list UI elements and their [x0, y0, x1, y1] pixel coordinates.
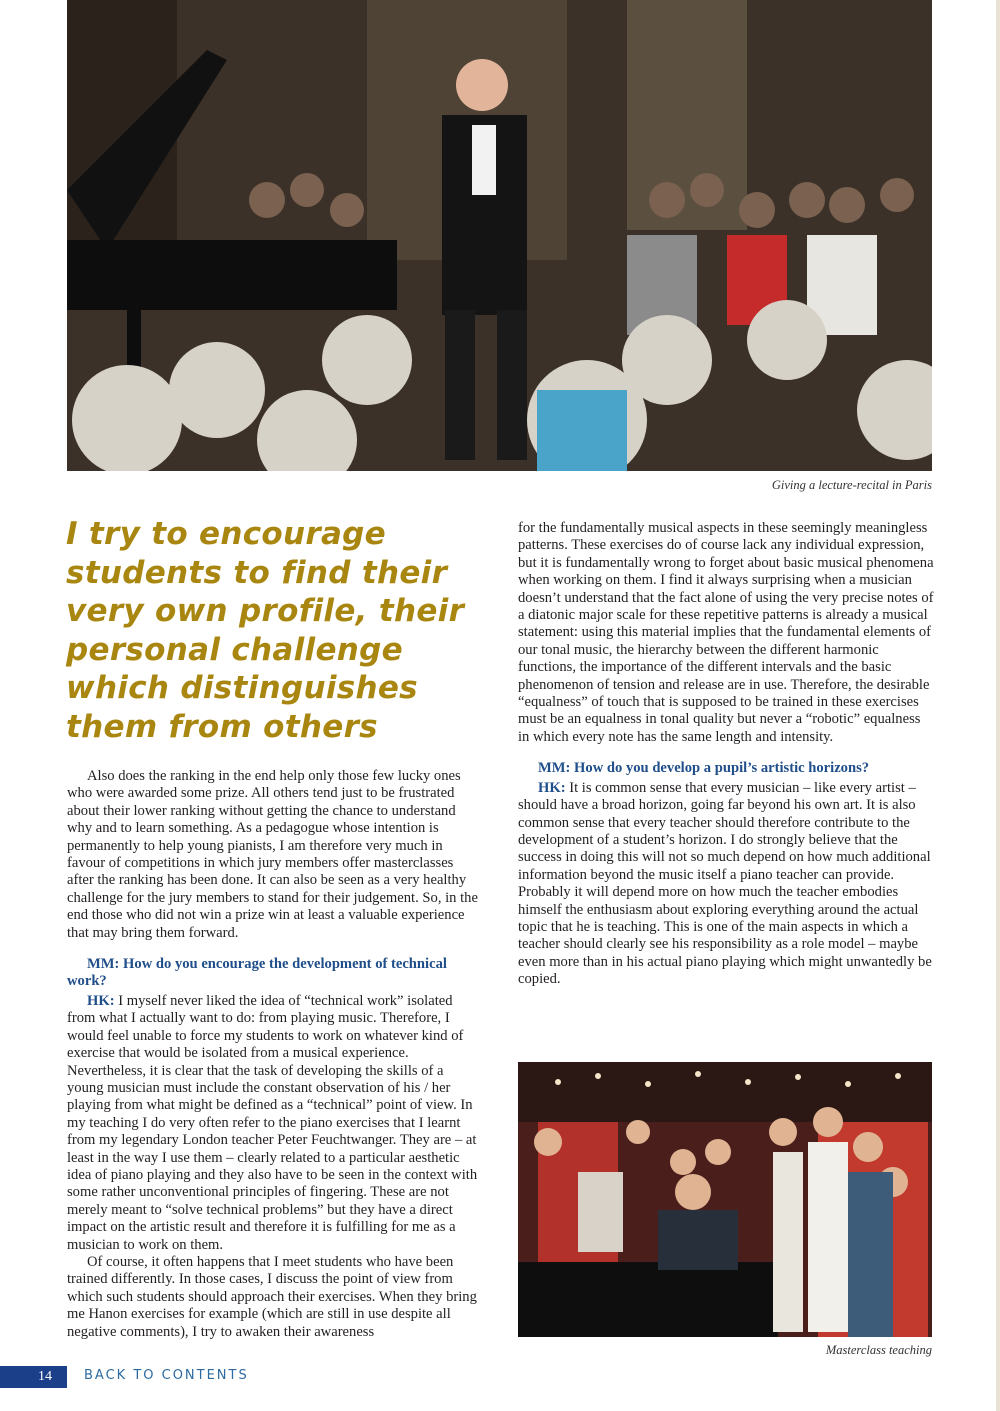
- body-paragraph: Of course, it often happens that I meet students who have been trained differently. In those cases, I discuss the point of view from which such students should approach their exercises. When they bring me Hanon exercises for example (which are still in use despite all negative comments), I try to awaken their awareness: [67, 1253, 477, 1340]
- top-photo-caption: Giving a lecture-recital in Paris: [771, 478, 932, 492]
- body-paragraph: for the fundamentally musical aspects in these seemingly meaningless patterns. These exercises do of course lack any individual expression, but it is fundamentally wrong to forget about basic musical phenomena when working on them. I find it always surprising when a musician doesn’t understand that the fact alone of using the very precise notes of a diatonic major scale for these repetitive patterns is already a musical statement: using this material implies that the fundamental elements of our tonal music, the hierarchy between the different harmonic functions, the importance of the different intervals and the basic phenomenon of tension and release are in use. Therefore, the desirable “equalness” of touch that is supposed to be trained in these exercises must be an equalness in tonal quality but never a “robotic” equalness in which every note has the same length and intensity.: [518, 520, 934, 745]
- page-number-bar: [0, 1366, 67, 1388]
- page-edge-strip: [996, 0, 1000, 1411]
- answer-paragraph: [67, 993, 483, 1254]
- answer-text: I myself never liked the idea of “technical work” isolated from what I actually want to do: from playing music. Therefore, I would feel unable to force my students to work on whatever kind of exercise that would be isolated from a musical experience. Nevertheless, it is clear that the task of developing the skills of a young musician must include the constant observation of his / her playing from what might be defined as a “technical” point of view. In my teaching I do very often refer to the piano exercises that I learnt from my legendary London teacher Peter Feuchtwanger. They are – at least in the way I use them – clearly related to a particular aesthetic idea of piano playing and they also have to be seen in the context with some rather unconventional principles of fingering. These are not merely meant to “solve technical problems” but they have a direct impact on the artistic result and therefore it is fulfilling for me as a musician to work on them.: [67, 992, 478, 1253]
- masterclass-photo: [518, 1062, 932, 1337]
- interview-question: MM: How do you develop a pupil’s artistic horizons?: [538, 760, 870, 777]
- speaker-label: HK:: [87, 992, 115, 1009]
- left-text-column: [67, 768, 483, 1341]
- body-paragraph: Also does the ranking in the end help only those few lucky ones who were awarded some prize. All others tend just to be frustrated about their lower ranking without getting the chance to understand why and to learn something. As a pedagogue whose intention is permanently to help young pianists, I am therefore very much in favour of competitions in which jury members offer masterclasses after the ranking has been done. It can also be seen as a very healthy challenge for the jury members to stand for their judgement. So, in the end those who did not win a prize win at least a valuable experience that may bring them forward.: [67, 768, 478, 941]
- pull-quote: I try to encourage students to find their very own profile, their personal challenge which distinguishes them from others: [66, 516, 465, 745]
- bottom-photo-caption: Masterclass teaching: [825, 1343, 932, 1357]
- page-number: 14: [38, 1369, 52, 1384]
- speaker-label: HK:: [538, 779, 566, 796]
- back-to-contents-link[interactable]: BACK TO CONTENTS: [84, 1368, 249, 1383]
- answer-paragraph: [518, 780, 934, 989]
- right-text-column: [518, 520, 934, 989]
- interview-question: MM: How do you encourage the development of technical work?: [67, 956, 447, 990]
- answer-text: It is common sense that every musician – like every artist – should have a broad horizon, going far beyond his own art. It is also common sense that every teacher should therefore contribute to the development of a student’s horizon. I do strongly believe that the success in doing this will not so much depend on how much additional information beyond the music itself a piano teacher can provide. Probably it will depend more on how much the teacher embodies himself the enthusiasm about exploring everything around the actual topic that he is teaching. This is one of the main aspects in which a teacher should clearly see his responsibility as a role model – maybe even more than in his actual piano playing which might unwantedly be copied.: [518, 779, 932, 988]
- lecture-recital-photo: [67, 0, 932, 471]
